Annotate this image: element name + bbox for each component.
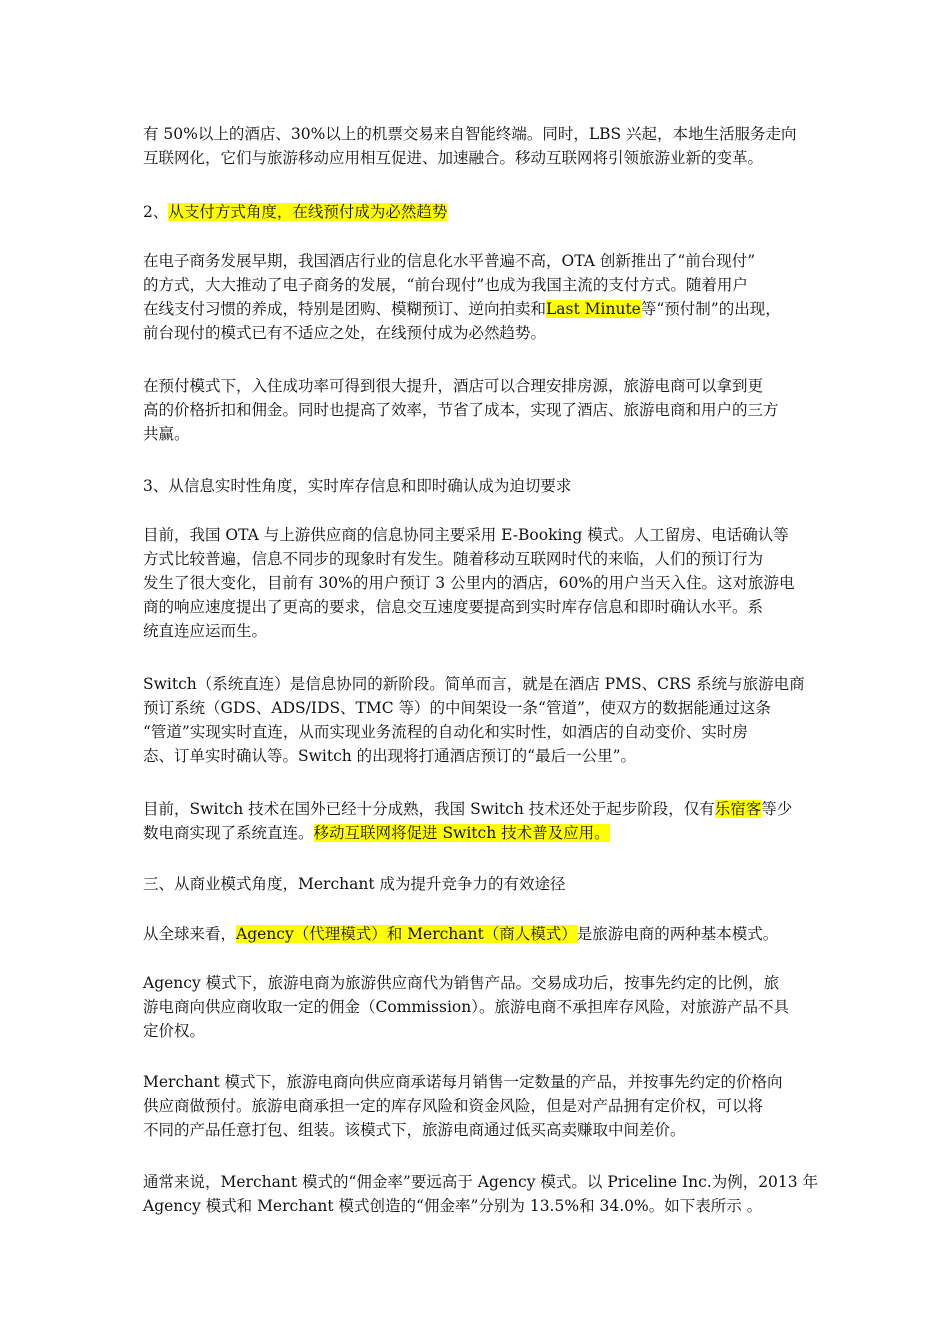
text-run: 供应商做预付。旅游电商承担一定的库存风险和资金风险，但是对产品拥有定价权，可以将 (143, 1097, 764, 1115)
text-run: 有 50%以上的酒店、30%以上的机票交易来自智能终端。同时，LBS 兴起，本地生活服务走向 (143, 125, 797, 143)
text-line (143, 872, 807, 896)
text-line (143, 1019, 807, 1043)
text-run: Agency 模式下，旅游电商为旅游供应商代为销售产品。交易成功后，按事先约定的比例，旅 (143, 974, 780, 992)
text-run: 互联网化，它们与旅游移动应用相互促进、加速融合。移动互联网将引领旅游业新的变革。 (143, 149, 764, 167)
section-heading (143, 200, 807, 224)
paragraph (143, 1070, 807, 1142)
paragraph (143, 672, 807, 768)
text-line (143, 200, 807, 224)
text-run: 从全球来看， (143, 925, 237, 943)
paragraph (143, 971, 807, 1043)
text-line (143, 273, 807, 297)
highlighted-text: 从支付方式角度，在线预付成为必然趋势 (168, 203, 448, 221)
text-run: 在线支付习惯的养成，特别是团购、模糊预订、逆向拍卖和 (143, 300, 547, 318)
text-line (143, 297, 807, 321)
text-run: 商的响应速度提出了更高的要求，信息交互速度要提高到实时库存信息和即时确认水平。系 (143, 598, 764, 616)
text-line (143, 821, 807, 845)
text-line (143, 1070, 807, 1094)
text-run: 等“预付制”的出现， (640, 300, 781, 318)
text-run: 发生了很大变化，目前有 30%的用户预订 3 公里内的酒店，60%的用户当天入住。这对旅游电 (143, 574, 795, 592)
text-run: 态、订单实时确认等。Switch 的出现将打通酒店预订的“最后一公里”。 (143, 747, 637, 765)
text-line (143, 797, 807, 821)
text-run: 游电商向供应商收取一定的佣金（Commission）。旅游电商不承担库存风险，对旅游产品不具 (143, 998, 789, 1016)
text-line (143, 1094, 807, 1118)
highlighted-text: Last Minute (546, 300, 641, 318)
text-line (143, 571, 807, 595)
text-run: 共赢。 (143, 425, 190, 443)
text-run: Agency 模式和 Merchant 模式创造的“佣金率”分别为 13.5%和 34.0%。如下表所示 。 (143, 1197, 763, 1215)
text-line (143, 523, 807, 547)
section-heading (143, 872, 807, 896)
text-line (143, 995, 807, 1019)
text-run: 高的价格折扣和佣金。同时也提高了效率，节省了成本，实现了酒店、旅游电商和用户的三方 (143, 401, 779, 419)
text-line (143, 1194, 807, 1218)
text-run: 是旅游电商的两种基本模式。 (576, 925, 779, 943)
text-run: 统直连应运而生。 (143, 622, 268, 640)
text-line (143, 374, 807, 398)
text-line (143, 922, 807, 946)
text-line (143, 122, 807, 146)
paragraph (143, 122, 807, 170)
text-run: Merchant 模式下，旅游电商向供应商承诺每月销售一定数量的产品，并按事先约定的价格向 (143, 1073, 783, 1091)
text-line (143, 1118, 807, 1142)
text-line (143, 1170, 819, 1194)
text-run: 前台现付的模式已有不适应之处，在线预付成为必然趋势。 (143, 324, 547, 342)
text-line (143, 547, 807, 571)
text-run: 2、 (143, 203, 169, 221)
text-line (143, 971, 807, 995)
text-run: 的方式，大大推动了电子商务的发展，“前台现付”也成为我国主流的支付方式。随着用户 (143, 276, 748, 294)
text-run: 3、从信息实时性角度，实时库存信息和即时确认成为迫切要求 (143, 477, 572, 495)
paragraph (143, 374, 807, 446)
text-line (143, 398, 807, 422)
highlighted-text: 移动互联网将促进 Switch 技术普及应用。 (313, 824, 610, 842)
text-run: 三、从商业模式角度，Merchant 成为提升竞争力的有效途径 (143, 875, 566, 893)
paragraph (143, 523, 807, 643)
text-line (143, 744, 807, 768)
text-run: 等少 (761, 800, 793, 818)
text-line (143, 321, 807, 345)
highlighted-text: 乐宿客 (714, 800, 762, 818)
text-line (143, 696, 807, 720)
text-line (143, 720, 807, 744)
text-line (143, 474, 807, 498)
text-line (143, 422, 807, 446)
text-line (143, 146, 807, 170)
text-line (143, 672, 807, 696)
section-heading (143, 474, 807, 498)
paragraph (143, 797, 807, 845)
paragraph (143, 249, 807, 345)
text-run: 在预付模式下，入住成功率可得到很大提升，酒店可以合理安排房源，旅游电商可以拿到更 (143, 377, 764, 395)
text-run: 方式比较普遍，信息不同步的现象时有发生。随着移动互联网时代的来临，人们的预订行为 (143, 550, 764, 568)
text-run: 通常来说，Merchant 模式的“佣金率”要远高于 Agency 模式。以 Priceline Inc.为例，2013 年 (143, 1173, 819, 1191)
text-run: 定价权。 (143, 1022, 206, 1040)
text-run: 预订系统（GDS、ADS/IDS、TMC 等）的中间架设一条“管道”，使双方的数据能通过这条 (143, 699, 771, 717)
text-run: 不同的产品任意打包、组装。该模式下，旅游电商通过低买高卖赚取中间差价。 (143, 1121, 686, 1139)
paragraph (143, 1170, 819, 1218)
text-run: 数电商实现了系统直连。 (143, 824, 314, 842)
text-run: 在电子商务发展早期，我国酒店行业的信息化水平普遍不高，OTA 创新推出了“前台现付” (143, 252, 756, 270)
highlighted-text: Agency（代理模式）和 Merchant（商人模式） (236, 925, 577, 943)
text-line (143, 619, 807, 643)
text-run: “管道”实现实时直连，从而实现业务流程的自动化和实时性，如酒店的自动变价、实时房 (143, 723, 748, 741)
text-line (143, 249, 807, 273)
text-line (143, 595, 807, 619)
text-run: Switch（系统直连）是信息协同的新阶段。简单而言，就是在酒店 PMS、CRS 系统与旅游电商 (143, 675, 805, 693)
text-run: 目前，我国 OTA 与上游供应商的信息协同主要采用 E-Booking 模式。人工留房、电话确认等 (143, 526, 789, 544)
text-run: 目前，Switch 技术在国外已经十分成熟，我国 Switch 技术还处于起步阶段，仅有 (143, 800, 715, 818)
paragraph (143, 922, 807, 946)
